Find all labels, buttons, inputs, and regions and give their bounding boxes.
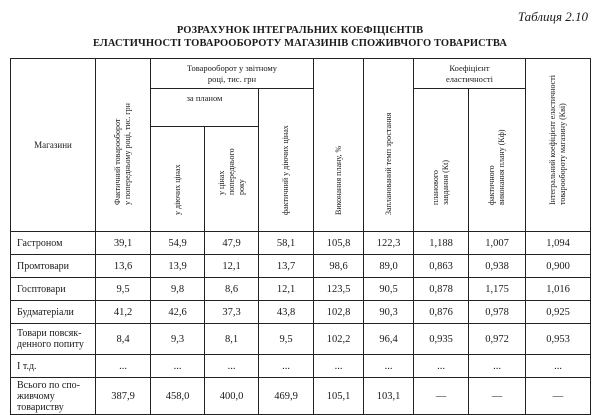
cell: 54,9 (151, 232, 205, 255)
table-row (11, 355, 591, 378)
header-fact-current (259, 89, 314, 232)
vertical-header-line: Інтегральний коефіцієнт еластичності (548, 75, 557, 205)
cell: 102,8 (314, 301, 364, 324)
table-row (11, 255, 591, 278)
cell: 1,188 (414, 232, 469, 255)
cell: 1,175 (469, 278, 526, 301)
header-elasticity-group (414, 59, 526, 89)
cell: 58,1 (259, 232, 314, 255)
cell: 105,1 (314, 378, 364, 415)
row-name: Промтовари (11, 255, 96, 278)
cell: 0,925 (526, 301, 591, 324)
header-line: році, тис. грн (207, 74, 257, 84)
vertical-header-line: року (236, 179, 246, 195)
cell: 9,5 (96, 278, 151, 301)
cell: 0,878 (414, 278, 469, 301)
vertical-header-line: Запланований темп зростання (383, 112, 393, 215)
header-prev-prices (205, 127, 259, 232)
cell: 0,935 (414, 324, 469, 355)
table-row (11, 324, 591, 355)
header-line: Коефіцієнт (449, 63, 490, 73)
cell: 43,8 (259, 301, 314, 324)
table-number: Таблиця 2.10 (517, 9, 588, 24)
cell: 12,1 (205, 255, 259, 278)
cell: 458,0 (151, 378, 205, 415)
vertical-header-line: Виконання плану, % (333, 145, 343, 215)
cell: 387,9 (96, 378, 151, 415)
row-name: І т.д. (11, 355, 96, 378)
cell: 105,8 (314, 232, 364, 255)
cell: ... (364, 355, 414, 378)
header-planned-growth (364, 59, 414, 232)
header-stores: Магазини (11, 59, 96, 232)
row-name: Гастроном (11, 232, 96, 255)
cell: — (526, 378, 591, 415)
cell: 13,6 (96, 255, 151, 278)
cell: 90,5 (364, 278, 414, 301)
table-row (11, 278, 591, 301)
cell: 8,4 (96, 324, 151, 355)
header-fact-prev (96, 59, 151, 232)
cell: 122,3 (364, 232, 414, 255)
elasticity-table (10, 58, 591, 415)
cell: ... (205, 355, 259, 378)
table-row (11, 232, 591, 255)
cell: — (414, 378, 469, 415)
cell: 0,953 (526, 324, 591, 355)
cell: 0,900 (526, 255, 591, 278)
cell: 41,2 (96, 301, 151, 324)
vertical-header-line: попереднього (226, 148, 236, 195)
vertical-header-line: Фактичний товарооборот (113, 118, 122, 205)
cell: 9,5 (259, 324, 314, 355)
header-line: Товарооборот у звітному (186, 63, 278, 73)
cell: 1,007 (469, 232, 526, 255)
cell: 103,1 (364, 378, 414, 415)
header-by-plan: за планом (151, 89, 259, 127)
vertical-header-line: планового (431, 170, 440, 205)
cell: 1,016 (526, 278, 591, 301)
row-name: Будматеріали (11, 301, 96, 324)
vertical-header-line: товарообороту магазину (Кві) (558, 103, 567, 205)
header-plan-fulfil (314, 59, 364, 232)
vertical-header-line: у цінах (216, 170, 226, 195)
header-integral (526, 59, 591, 232)
cell: 89,0 (364, 255, 414, 278)
vertical-header-line: фактичний у діючих цінах (281, 125, 290, 215)
cell: 37,3 (205, 301, 259, 324)
cell: — (469, 378, 526, 415)
table-row (11, 378, 591, 415)
vertical-header-line: у діючих цінах (172, 164, 182, 215)
header-plan-task (414, 89, 469, 232)
row-name: Всього по спо-живчому товариству (11, 378, 96, 415)
cell: ... (151, 355, 205, 378)
cell: 96,4 (364, 324, 414, 355)
table-title-line2: ЕЛАСТИЧНОСТІ ТОВАРООБОРОТУ МАГАЗИНІВ СПОЖИВЧОГО ТОВАРИСТВА (92, 38, 508, 49)
cell: 0,863 (414, 255, 469, 278)
vertical-header-line: завдання (Кt) (441, 159, 450, 205)
cell: 9,3 (151, 324, 205, 355)
cell: 1,094 (526, 232, 591, 255)
cell: 0,938 (469, 255, 526, 278)
cell: ... (526, 355, 591, 378)
cell: ... (469, 355, 526, 378)
cell: 469,9 (259, 378, 314, 415)
table-title-line1: РОЗРАХУНОК ІНТЕГРАЛЬНИХ КОЕФІЦІЄНТІВ (176, 25, 424, 36)
cell: 13,7 (259, 255, 314, 278)
header-turnover-group (151, 59, 314, 89)
cell: 8,6 (205, 278, 259, 301)
cell: 42,6 (151, 301, 205, 324)
cell: 123,5 (314, 278, 364, 301)
row-name: Госптовари (11, 278, 96, 301)
cell: 102,2 (314, 324, 364, 355)
cell: 0,978 (469, 301, 526, 324)
cell: ... (96, 355, 151, 378)
vertical-header-line: фактичного (487, 165, 496, 205)
cell: 9,8 (151, 278, 205, 301)
cell: ... (414, 355, 469, 378)
cell: 400,0 (205, 378, 259, 415)
cell: 12,1 (259, 278, 314, 301)
header-line: еластичності (446, 74, 493, 84)
header-fact-fulfil (469, 89, 526, 232)
vertical-header-line: виконання плану (Кф) (497, 129, 506, 205)
cell: 39,1 (96, 232, 151, 255)
cell: 0,972 (469, 324, 526, 355)
cell: ... (259, 355, 314, 378)
cell: 47,9 (205, 232, 259, 255)
cell: 0,876 (414, 301, 469, 324)
header-current-prices (151, 127, 205, 232)
cell: ... (314, 355, 364, 378)
vertical-header-line: у попередньому році, тис. грн (123, 103, 132, 205)
cell: 90,3 (364, 301, 414, 324)
cell: 13,9 (151, 255, 205, 278)
row-name: Товари повсяк-денного попиту (11, 324, 96, 355)
table-row (11, 301, 591, 324)
cell: 8,1 (205, 324, 259, 355)
cell: 98,6 (314, 255, 364, 278)
